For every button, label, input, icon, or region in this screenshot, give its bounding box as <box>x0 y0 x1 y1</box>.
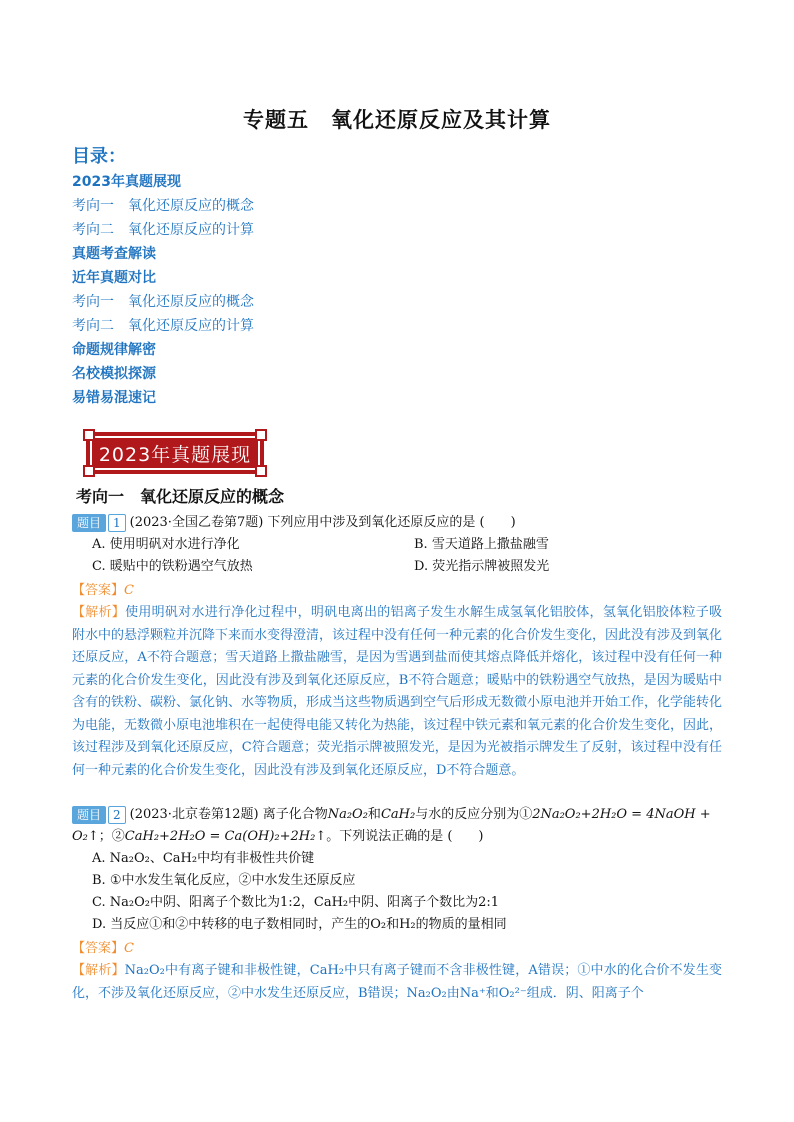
analysis-label: 【解析】 <box>72 605 126 620</box>
answer-line <box>72 938 722 960</box>
toc-item[interactable]: 考向一 氧化还原反应的概念 <box>72 198 254 214</box>
banner-corner-ornament <box>83 429 95 441</box>
toc-heading: 目录： <box>72 146 126 167</box>
answer-value: C <box>124 583 134 598</box>
toc-item[interactable]: 2023年真题展现 <box>72 174 181 190</box>
question-1 <box>72 512 722 782</box>
option-d: D. 当反应①和②中转移的电子数相同时，产生的O₂和H₂的物质的量相同 <box>92 917 507 932</box>
analysis-text: Na₂O₂中有离子键和非极性键，CaH₂中只有离子键而不含非极性键，A错误；①中水的化合价不发生变化，不涉及氧化还原反应，②中水发生还原反应，B错误；Na₂O₂由Na⁺和O₂²⁻组成．阴、阳离子个 <box>72 963 722 1001</box>
question-text: 和 <box>367 807 381 822</box>
answer-label: 【答案】 <box>72 583 125 598</box>
banner-frame <box>90 436 260 470</box>
question-number: 1 <box>108 514 126 532</box>
banner-corner-ornament <box>255 465 267 477</box>
answer-value: C <box>124 941 134 956</box>
analysis <box>72 602 722 782</box>
analysis-text: 使用明矾对水进行净化过程中，明矾电离出的铝离子发生水解生成氢氧化铝胶体，氢氧化铝胶体粒子吸附水中的悬浮颗粒并沉降下来而水变得澄清，该过程中没有任何一种元素的化合价发生变化，因此没有涉及到氧化还原反应，A不符合题意；雪天道路上撒盐融雪，是因为雪遇到盐而使其熔点降低并熔化，该过程中没有任何一种元素的化合价发生变化，因此没有涉及到氧化还原反应，B不符合题意；暖贴中的铁粉遇空气放热，是因为暖贴中含有的铁粉、碳粉、氯化钠、水等物质，形成当这些物质遇到空气后形成无数微小原电池并开始工作，化学能转化为电能，无数微小原电池堆积在一起使得电能又转化为热能，该过程中铁元素和氧元素的化合价发生变化，因此，该过程涉及到氧化还原反应，C符合题意；荧光指示牌被照发光，是因为光被指示牌发生了反射，该过程中没有任何一种元素的化合价发生变化，因此没有涉及到氧化还原反应，D不符合题意。 <box>72 605 723 778</box>
banner-corner-ornament <box>255 429 267 441</box>
options <box>72 534 722 578</box>
question-tag: 题目 <box>72 514 106 532</box>
question-2 <box>72 804 722 1005</box>
question-text: 与水的反应分别为① <box>415 807 533 822</box>
question-stem <box>72 804 722 848</box>
answer-label: 【答案】 <box>72 941 125 956</box>
answer-line <box>72 580 722 602</box>
section-heading: 考向一 氧化还原反应的概念 <box>76 487 285 506</box>
toc-item[interactable]: 考向一 氧化还原反应的概念 <box>72 294 254 310</box>
analysis <box>72 960 722 1005</box>
toc-item[interactable]: 考向二 氧化还原反应的计算 <box>72 222 254 238</box>
section-banner <box>86 432 264 474</box>
question-text: ；② <box>98 829 125 844</box>
analysis-label: 【解析】 <box>72 963 125 978</box>
question-text: (2023·北京卷第12题) 离子化合物 <box>129 807 328 822</box>
formula: Na₂O₂ <box>327 807 368 822</box>
toc-item[interactable]: 易错易混速记 <box>72 390 156 406</box>
option-a: A. Na₂O₂、CaH₂中均有非极性共价键 <box>92 851 315 866</box>
option-b: B. 雪天道路上撒盐融雪 <box>414 537 549 552</box>
equation: 2Na₂O₂+2H₂O = 4NaOH + O₂↑ <box>72 807 711 844</box>
question-stem <box>72 512 722 534</box>
question-text: 。下列说法正确的是 ( ) <box>326 829 484 844</box>
question-number: 2 <box>108 806 126 824</box>
toc-item[interactable]: 近年真题对比 <box>72 270 156 286</box>
banner-corner-ornament <box>83 465 95 477</box>
formula: CaH₂ <box>380 807 416 822</box>
toc-item[interactable]: 命题规律解密 <box>72 342 156 358</box>
question-tag: 题目 <box>72 806 106 824</box>
option-b: B. ①中水发生氧化反应，②中水发生还原反应 <box>92 873 356 888</box>
toc-item[interactable]: 真题考查解读 <box>72 246 156 262</box>
toc-item[interactable]: 考向二 氧化还原反应的计算 <box>72 318 254 334</box>
page-title: 专题五 氧化还原反应及其计算 <box>243 108 551 132</box>
option-a: A. 使用明矾对水进行净化 <box>92 537 240 552</box>
equation: CaH₂+2H₂O = Ca(OH)₂+2H₂↑ <box>124 829 327 844</box>
banner-text: 2023年真题展现 <box>98 443 252 466</box>
toc-item[interactable]: 名校模拟探源 <box>72 366 156 382</box>
table-of-contents <box>72 170 254 410</box>
option-d: D. 荧光指示牌被照发光 <box>414 559 550 574</box>
question-text: (2023·全国乙卷第7题) 下列应用中涉及到氧化还原反应的是 ( ) <box>129 515 516 530</box>
option-c: C. 暖贴中的铁粉遇空气放热 <box>92 559 253 574</box>
option-c: C. Na₂O₂中阴、阳离子个数比为1:2，CaH₂中阴、阳离子个数比为2:1 <box>92 895 500 910</box>
